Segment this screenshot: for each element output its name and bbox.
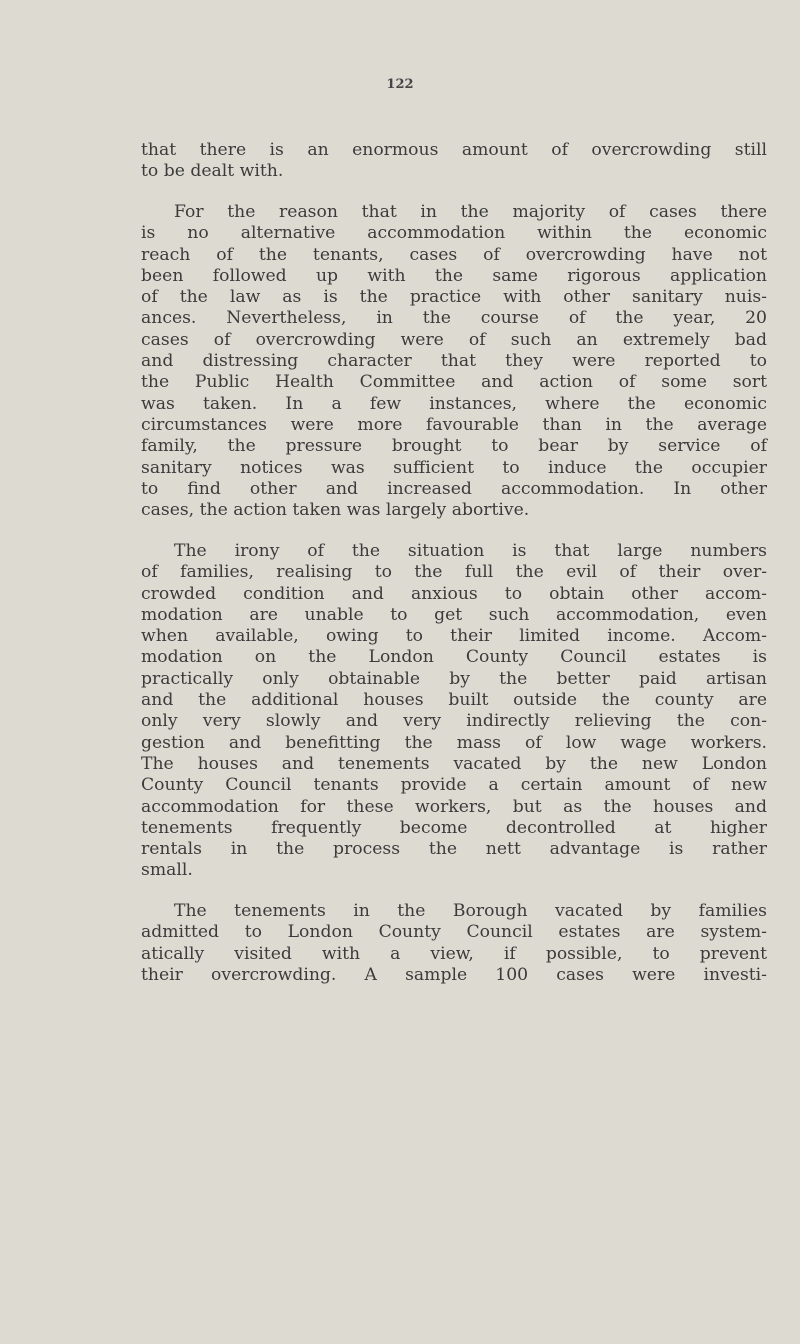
text-line: and the additional houses built outside the county are (141, 690, 767, 711)
text-line: reach of the tenants, cases of overcrowding have not (141, 244, 767, 265)
paragraph-4 (141, 901, 767, 986)
text-line: that there is an enormous amount of overcrowding still (141, 140, 767, 160)
text-line: their overcrowding. A sample 100 cases were investi- (141, 964, 767, 985)
text-line: atically visited with a view, if possible, to prevent (141, 943, 767, 964)
text-line: modation on the London County Council estates is (141, 647, 767, 668)
text-line: is no alternative accommodation within the economic (141, 223, 767, 244)
text-line: small. (141, 860, 193, 881)
text-line: admitted to London County Council estates are system- (141, 922, 767, 943)
text-line: The houses and tenements vacated by the new London (141, 753, 767, 774)
text-line: when available, owing to their limited income. Accom- (141, 626, 767, 647)
text-line: cases of overcrowding were of such an extremely bad (141, 329, 767, 350)
text-line: crowded condition and anxious to obtain other accom- (141, 583, 767, 604)
text-line: cases, the action taken was largely abortive. (141, 500, 530, 521)
paragraph-1 (141, 140, 767, 183)
text-line: to find other and increased accommodation. In other (141, 478, 767, 499)
text-line: rentals in the process the nett advantage is rather (141, 839, 767, 860)
text-line: circumstances were more favourable than in the average (141, 414, 767, 435)
text-line: tenements frequently become decontrolled at higher (141, 817, 767, 838)
text-line: been followed up with the same rigorous application (141, 265, 767, 286)
text-line: County Council tenants provide a certain amount of new (141, 775, 767, 796)
text-line: gestion and benefitting the mass of low wage workers. (141, 732, 767, 753)
text-line: the Public Health Committee and action of some sort (141, 372, 767, 393)
text-line: only very slowly and very indirectly relieving the con- (141, 711, 767, 732)
page-number: 122 (386, 77, 414, 92)
text-line: to be dealt with. (141, 161, 284, 182)
text-line: ances. Nevertheless, in the course of the year, 20 (141, 308, 767, 329)
text-line: and distressing character that they were reported to (141, 351, 767, 372)
text-line: accommodation for these workers, but as the houses and (141, 796, 767, 817)
text-line: of families, realising to the full the evil of their over- (141, 562, 767, 583)
text-line: For the reason that in the majority of cases there (174, 202, 767, 222)
text-line: family, the pressure brought to bear by service of (141, 436, 767, 457)
text-line: sanitary notices was sufficient to induce the occupier (141, 457, 767, 478)
text-line: was taken. In a few instances, where the economic (141, 393, 767, 414)
text-line: The tenements in the Borough vacated by families (174, 901, 767, 921)
text-line: practically only obtainable by the better paid artisan (141, 668, 767, 689)
text-line: The irony of the situation is that large numbers (174, 541, 767, 561)
paragraph-3 (141, 541, 767, 882)
text-line: modation are unable to get such accommodation, even (141, 604, 767, 625)
paragraph-2 (141, 202, 767, 521)
text-line: of the law as is the practice with other sanitary nuis- (141, 287, 767, 308)
